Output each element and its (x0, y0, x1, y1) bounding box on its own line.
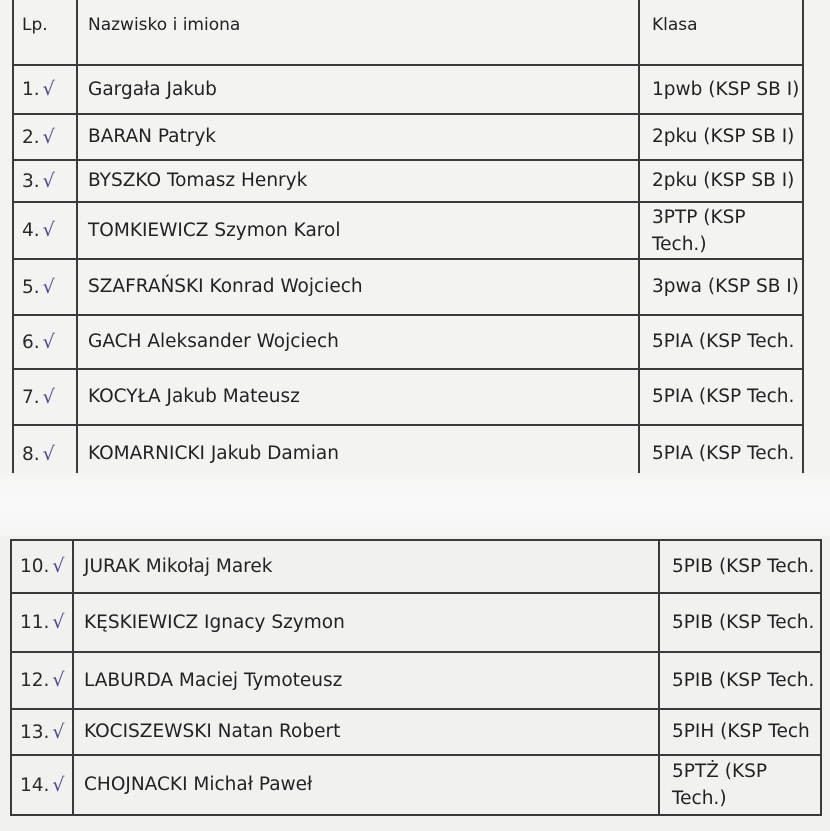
row-number-cell (11, 540, 73, 593)
table-row (11, 709, 821, 755)
row-number-cell (13, 369, 77, 425)
row-number-cell (13, 202, 77, 259)
student-name: Gargała Jakub (77, 65, 639, 114)
student-name: BARAN Patryk (77, 114, 639, 160)
check-mark-icon: √ (42, 169, 55, 192)
row-number: 7. (22, 386, 40, 408)
student-name: BYSZKO Tomasz Henryk (77, 160, 639, 202)
row-number-cell (11, 709, 73, 755)
check-mark-icon: √ (42, 219, 55, 241)
row-number-cell (13, 65, 77, 114)
row-number-cell (13, 114, 77, 160)
header-class: Klasa (639, 0, 803, 65)
page-gap (0, 473, 830, 536)
student-class: 5PIB (KSP Tech. (659, 652, 821, 709)
table-row (13, 315, 803, 369)
row-number-cell (13, 425, 77, 473)
check-mark-icon: √ (52, 611, 65, 633)
student-name: KOMARNICKI Jakub Damian (77, 425, 639, 473)
student-name: CHOJNACKI Michał Paweł (73, 755, 659, 815)
row-number-cell (13, 160, 77, 202)
row-number-cell (11, 652, 73, 709)
header-name: Nazwisko i imiona (77, 0, 639, 65)
student-class: 5PIH (KSP Tech (659, 709, 821, 755)
row-number: 13. (20, 721, 50, 743)
student-class: 1pwb (KSP SB I) (639, 65, 803, 114)
student-class: 2pku (KSP SB I) (639, 114, 803, 160)
table-row (13, 425, 803, 473)
student-class: 3PTP (KSP Tech.) (639, 202, 803, 259)
row-number: 1. (22, 79, 40, 100)
table-row (11, 755, 821, 815)
table-row (11, 540, 821, 593)
header-lp: Lp. (13, 0, 77, 65)
check-mark-icon: √ (42, 385, 55, 408)
check-mark-icon: √ (52, 773, 65, 796)
row-number: 5. (22, 276, 40, 298)
row-number: 8. (22, 443, 40, 465)
document-bottom-sheet (0, 536, 830, 831)
student-name: JURAK Mikołaj Marek (73, 540, 659, 593)
table-row (11, 652, 821, 709)
table-row (13, 160, 803, 202)
student-name: KOCISZEWSKI Natan Robert (73, 709, 659, 755)
student-class: 5PIB (KSP Tech. (659, 593, 821, 652)
check-mark-icon: √ (42, 78, 55, 100)
student-class: 3pwa (KSP SB I) (639, 259, 803, 315)
student-table-top (12, 0, 804, 473)
row-number-cell (11, 755, 73, 815)
student-name: KĘSKIEWICZ Ignacy Szymon (73, 593, 659, 652)
row-number: 3. (22, 170, 40, 192)
row-number: 4. (22, 220, 40, 241)
check-mark-icon: √ (52, 720, 65, 743)
row-number: 14. (20, 774, 50, 796)
table-row (11, 593, 821, 652)
student-class: 5PIA (KSP Tech. (639, 315, 803, 369)
row-number: 6. (22, 331, 40, 353)
row-number: 11. (20, 612, 50, 633)
check-mark-icon: √ (42, 275, 55, 298)
table-row (13, 114, 803, 160)
student-class: 5PTŻ (KSP Tech.) (659, 755, 821, 815)
student-name: KOCYŁA Jakub Mateusz (77, 369, 639, 425)
row-number: 12. (20, 670, 50, 691)
student-class: 5PIB (KSP Tech. (659, 540, 821, 593)
table-row (13, 202, 803, 259)
table-header-row (13, 0, 803, 65)
check-mark-icon: √ (42, 330, 55, 353)
table-row (13, 259, 803, 315)
student-class: 5PIA (KSP Tech. (639, 369, 803, 425)
student-name: TOMKIEWICZ Szymon Karol (77, 202, 639, 259)
student-class: 5PIA (KSP Tech. (639, 425, 803, 473)
row-number: 2. (22, 126, 40, 148)
check-mark-icon: √ (52, 669, 65, 691)
check-mark-icon: √ (42, 125, 55, 148)
student-name: SZAFRAŃSKI Konrad Wojciech (77, 259, 639, 315)
table-row (13, 369, 803, 425)
student-name: GACH Aleksander Wojciech (77, 315, 639, 369)
student-class: 2pku (KSP SB I) (639, 160, 803, 202)
student-name: LABURDA Maciej Tymoteusz (73, 652, 659, 709)
check-mark-icon: √ (42, 442, 55, 465)
student-table-bottom (10, 539, 822, 816)
table-row (13, 65, 803, 114)
row-number-cell (11, 593, 73, 652)
check-mark-icon: √ (52, 555, 65, 577)
row-number-cell (13, 315, 77, 369)
row-number-cell (13, 259, 77, 315)
row-number: 10. (20, 556, 50, 577)
